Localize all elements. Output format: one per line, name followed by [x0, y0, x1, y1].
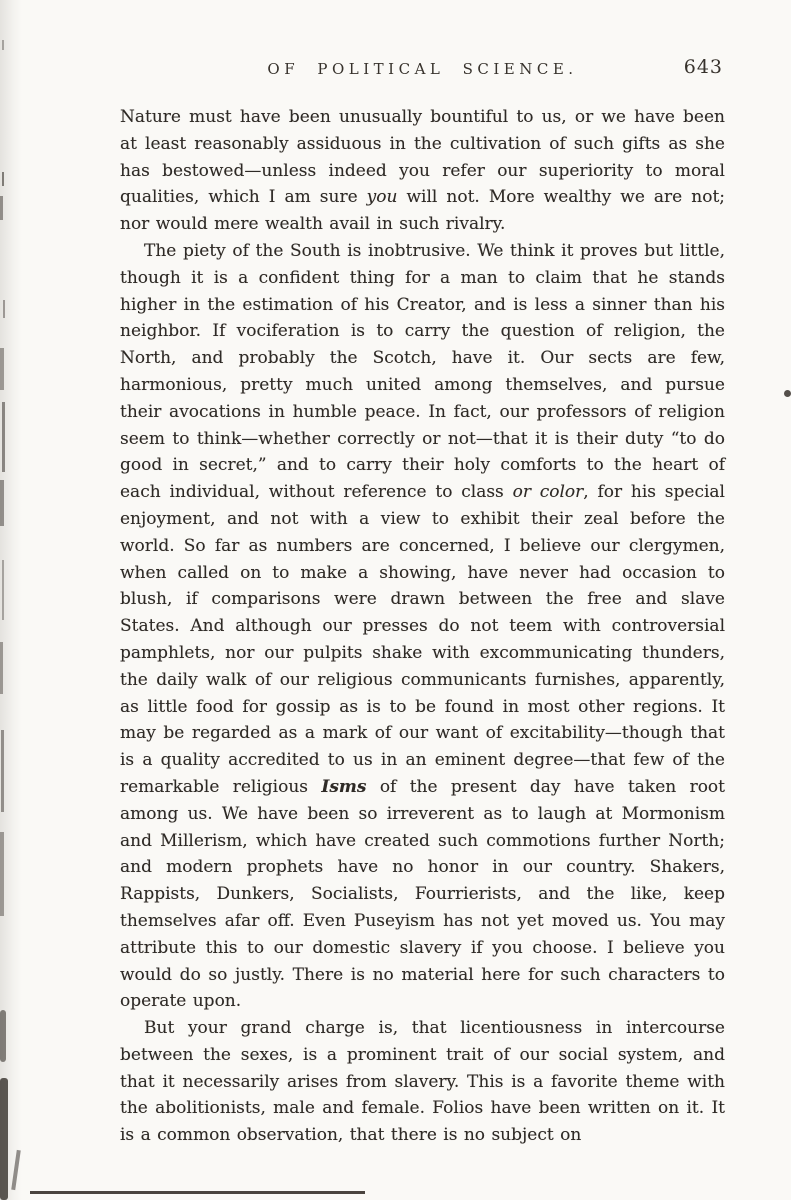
scan-artifact [30, 1191, 365, 1194]
body-text [120, 104, 725, 1149]
paragraph [120, 1015, 725, 1149]
paragraph-text: Nature must have been unusually bountiful to us, or we have been at least reasonably assiduous in the cultivation of such gifts as she has bestowed—unless indeed you refer our superiority to moral qualities, which I am sure [120, 107, 725, 208]
paragraph-text: will not. More wealthy we are not; nor would mere wealth avail in such rivalry. [120, 187, 725, 235]
running-title: OF POLITICAL SCIENCE. [267, 60, 578, 78]
paragraph [120, 238, 725, 1015]
emphasized-text: or color [512, 482, 584, 503]
emphasized-text: you [366, 187, 398, 208]
emphasized-text: Isms [321, 776, 367, 797]
scan-artifact [11, 1150, 21, 1190]
page-header [120, 56, 725, 86]
page-number: 643 [683, 56, 723, 78]
paragraph-text: of the present day have taken root among us. We have been so irreverent as to laugh at Mormonism and Millerism, which have created such commotions further North; and modern prophets have no honor in our country. Shakers, Rappists, Dunkers, Socialists, Fourrierists, and the like, keep themselves afar off. Even Puseyism has not yet moved us. You may attribute this to our domestic slavery if you choose. I believe you would do so justly. There is no material here for such characters to operate upon. [120, 776, 725, 1012]
paragraph [120, 104, 725, 238]
paragraph-text: The piety of the South is inobtrusive. We think it proves but little, though it is a confident thing for a man to claim that he stands higher in the estimation of his Creator, and is less a sinner than his neighbor. If vociferation is to carry the question of religion, the North, and probably the Scotch, have it. Our sects are few, harmonious, pretty much united among themselves, and pursue their avocations in humble peace. In fact, our professors of religion seem to think—whether correctly or not—that it is their duty “to do good in secret,” and to carry their holy comforts to the heart of each individual, without reference to class [120, 240, 725, 503]
paragraph-text: But your grand charge is, that licentiousness in intercourse between the sexes, is a prominent trait of our social system, and that it necessarily arises from slavery. This is a favorite theme with the abolitionists, male and female. Folios have been written on it. It is a common observation, that there is no subject on [120, 1018, 725, 1146]
paragraph-text: , for his special enjoyment, and not with a view to exhibit their zeal before the world. So far as numbers are concerned, I believe our clergymen, when called on to make a showing, have never had occasion to blush, if comparisons were drawn between the free and slave States. And although our presses do not teem with controversial pamphlets, nor our pulpits shake with excommunicating thunders, the daily walk of our religious communicants furnishes, apparently, as little food for gossip as is to be found in most other regions. It may be regarded as a mark of our want of excitability—though that is a quality accredited to us in an eminent degree—that few of the remarkable religious [120, 482, 725, 797]
